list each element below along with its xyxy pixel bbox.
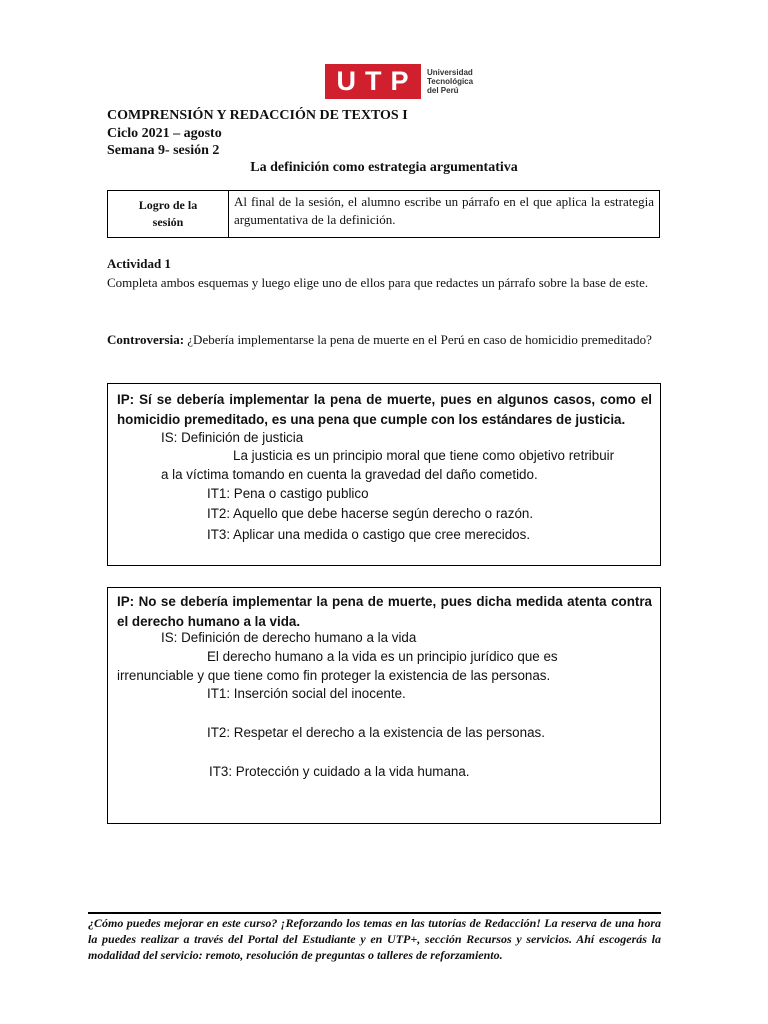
- scheme-box-no: [107, 587, 661, 824]
- logro-label-line: Logro de la: [138, 198, 198, 212]
- scheme2-definition-line2: irrenunciable y que tiene como fin proteger la existencia de las personas.: [117, 668, 551, 683]
- logo-name-line: Tecnológica: [427, 76, 474, 86]
- scheme2-is: IS: Definición de derecho humano a la vida: [161, 630, 417, 645]
- scheme1-definition-line1: La justicia es un principio moral que tiene como objetivo retribuir: [233, 448, 615, 463]
- scheme2-ip: IP: No se debería implementar la pena de muerte, pues dicha medida atenta contra el derecho humano a la vida.: [117, 594, 652, 629]
- activity-instructions: Completa ambos esquemas y luego elige uno de ellos para que redactes un párrafo sobre la base de este.: [107, 275, 649, 290]
- scheme1-definition-line2: a la víctima tomando en cuenta la gravedad del daño cometido.: [161, 467, 538, 482]
- course-title: COMPRENSIÓN Y REDACCIÓN DE TEXTOS I: [107, 108, 408, 123]
- cycle-label: Ciclo 2021 – agosto: [107, 126, 222, 141]
- controversy: [107, 330, 660, 349]
- scheme2-it2: IT2: Respetar el derecho a la existencia de las personas.: [207, 725, 545, 740]
- logro-label-line: sesión: [152, 215, 184, 229]
- logro-text: Al final de la sesión, el alumno escribe un párrafo en el que aplica la estrategia argumentativa de la definición.: [229, 191, 660, 238]
- utp-logo: [325, 63, 473, 99]
- scheme1-is: IS: Definición de justicia: [161, 430, 304, 445]
- logro-label: [108, 191, 229, 238]
- activity-title: Actividad 1: [107, 256, 171, 271]
- footer-note: ¿Cómo puedes mejorar en este curso? ¡Reforzando los temas en las tutorías de Redacción! La reserva de una hora la puedes realizar a través del Portal del Estudiante y en UTP+, sección Recursos y servicios. Ahí escogerás la modalidad del servicio: remoto, resolución de preguntas o talleres de reforzamiento.: [88, 916, 661, 962]
- scheme1-it2: IT2: Aquello que debe hacerse según derecho o razón.: [207, 506, 534, 521]
- scheme1-ip: IP: Sí se debería implementar la pena de muerte, pues en algunos casos, como el homicidio premeditado, es una pena que cumple con los estándares de justicia.: [117, 392, 652, 427]
- utp-logo-mark: [325, 64, 421, 99]
- logo-name-line: del Perú: [427, 85, 459, 95]
- week-label: Semana 9- sesión 2: [107, 143, 220, 158]
- utp-logo-name: [427, 68, 473, 95]
- utp-logo-letters: UTP: [336, 65, 418, 96]
- scheme1-it3: IT3: Aplicar una medida o castigo que cree merecidos.: [207, 527, 531, 542]
- session-subtitle: La definición como estrategia argumentativa: [250, 160, 518, 175]
- footer-divider: [88, 912, 661, 914]
- controversy-label: Controversia:: [107, 332, 185, 347]
- scheme1-it1: IT1: Pena o castigo publico: [207, 486, 369, 501]
- logo-name-line: Universidad: [427, 67, 473, 77]
- scheme2-definition-line1: El derecho humano a la vida es un principio jurídico que es: [207, 649, 558, 664]
- scheme2-it3: IT3: Protección y cuidado a la vida humana.: [209, 764, 470, 779]
- controversy-question: ¿Debería implementarse la pena de muerte en el Perú en caso de homicidio premeditado?: [184, 332, 652, 347]
- scheme-box-yes: [107, 383, 661, 566]
- logro-table: [107, 190, 660, 238]
- scheme2-it1: IT1: Inserción social del inocente.: [207, 686, 406, 701]
